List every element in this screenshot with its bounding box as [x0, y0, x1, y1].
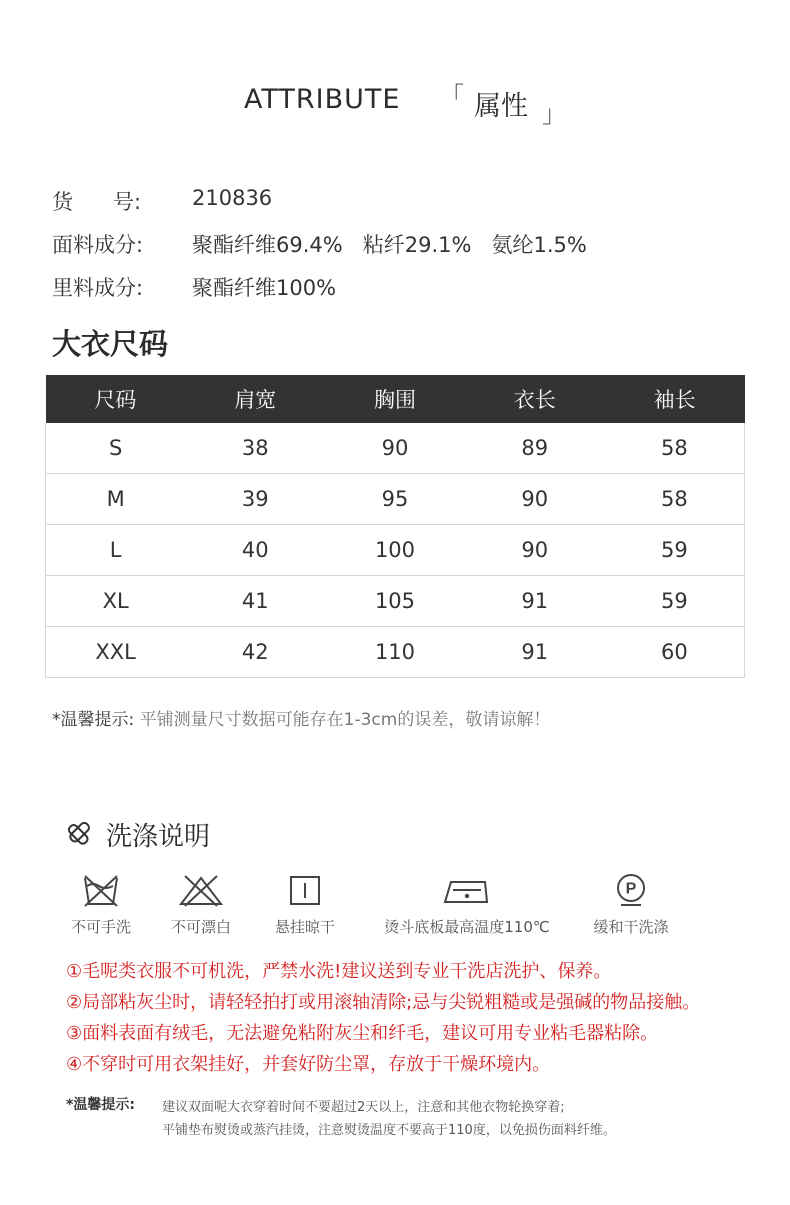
svg-text:P: P [625, 880, 637, 898]
table-cell: XL [46, 576, 186, 627]
measurement-note [52, 705, 550, 730]
care-label: 缓和干洗涤 [593, 918, 669, 936]
care-label: 不可手洗 [70, 918, 131, 936]
table-cell: 59 [605, 525, 745, 576]
table-cell: 39 [185, 474, 325, 525]
attr-label: 里料成分: [52, 276, 144, 300]
tip-label: *温馨提示: [66, 1097, 135, 1113]
table-cell: 89 [465, 423, 605, 474]
table-row [46, 576, 745, 627]
table-cell: 42 [185, 627, 325, 678]
table-cell: M [46, 474, 186, 525]
table-cell: 90 [325, 423, 465, 474]
table-row [46, 525, 745, 576]
table-cell: 105 [325, 576, 465, 627]
wash-section-title: 洗涤说明 [106, 822, 211, 852]
table-cell: 40 [185, 525, 325, 576]
attr-label: 货 号: [52, 190, 142, 214]
table-row [46, 474, 745, 525]
gentle-dry-clean-icon [613, 872, 649, 908]
page-header [0, 82, 790, 128]
size-table [45, 375, 745, 678]
no-bleach-icon [177, 872, 225, 908]
table-cell: 91 [465, 627, 605, 678]
column-header: 衣长 [465, 375, 605, 423]
table-cell: 38 [185, 423, 325, 474]
header-title-en: ATTRIBUTE [244, 84, 401, 115]
wash-rule: ①毛呢类衣服不可机洗，严禁水洗!建议送到专业干洗店洗护、保养。 [66, 961, 612, 982]
table-cell: 58 [605, 423, 745, 474]
table-cell: 100 [325, 525, 465, 576]
wash-rule: ④不穿时可用衣架挂好，并套好防尘罩，存放于干燥环境内。 [66, 1054, 551, 1075]
care-item-hang-dry [265, 872, 345, 937]
care-item-no-hand-wash [62, 872, 140, 937]
note-text: 平铺测量尺寸数据可能存在1-3cm的误差，敬请谅解！ [139, 710, 551, 730]
wash-rule: ②局部粘灰尘时，请轻轻拍打或用滚轴清除;忌与尖锐粗糙或是强碱的物品接触。 [66, 992, 701, 1013]
table-cell: S [46, 423, 186, 474]
table-cell: XXL [46, 627, 186, 678]
column-header: 胸围 [325, 375, 465, 423]
size-section-title: 大衣尺码 [52, 327, 169, 361]
table-cell: 59 [605, 576, 745, 627]
column-header: 肩宽 [185, 375, 325, 423]
care-item-gentle-dry-clean [586, 872, 676, 937]
wash-instructions-icon [66, 820, 94, 848]
note-label: *温馨提示: [52, 710, 135, 730]
tip-line: 建议双面呢大衣穿着时间不要超过2天以上，注意和其他衣物轮换穿着; [162, 1100, 565, 1115]
table-cell: 90 [465, 474, 605, 525]
care-item-iron [372, 872, 562, 937]
iron-icon [441, 872, 493, 908]
table-cell: L [46, 525, 186, 576]
table-row [46, 423, 745, 474]
column-header: 尺码 [46, 375, 186, 423]
column-header: 袖长 [605, 375, 745, 423]
tip-line: 平铺垫布熨烫或蒸汽挂烫，注意熨烫温度不要高于110度，以免损伤面料纤维。 [162, 1123, 616, 1138]
header-title-cn: 属性 [474, 91, 528, 122]
table-cell: 110 [325, 627, 465, 678]
table-header-row [46, 375, 745, 423]
table-cell: 41 [185, 576, 325, 627]
no-hand-wash-icon [81, 872, 121, 908]
table-cell: 91 [465, 576, 605, 627]
table-cell: 58 [605, 474, 745, 525]
table-cell: 60 [605, 627, 745, 678]
header-bracket-left: 「 [440, 82, 464, 110]
attr-value: 聚酯纤维100% [192, 276, 337, 300]
care-label: 烫斗底板最高温度110℃ [384, 918, 550, 936]
attr-value: 聚酯纤维69.4% 粘纤29.1% 氨纶1.5% [192, 233, 587, 257]
attr-value: 210836 [192, 186, 273, 210]
care-item-no-bleach [161, 872, 241, 937]
care-label: 悬挂晾干 [274, 918, 335, 936]
header-bracket-right: 」 [542, 100, 566, 128]
table-cell: 95 [325, 474, 465, 525]
attr-label: 面料成分: [52, 233, 144, 257]
table-cell: 90 [465, 525, 605, 576]
care-label: 不可漂白 [170, 918, 231, 936]
table-row [46, 627, 745, 678]
wash-rule: ③面料表面有绒毛，无法避免粘附灰尘和纤毛，建议可用专业粘毛器粘除。 [66, 1023, 659, 1044]
hang-dry-icon [287, 872, 323, 908]
